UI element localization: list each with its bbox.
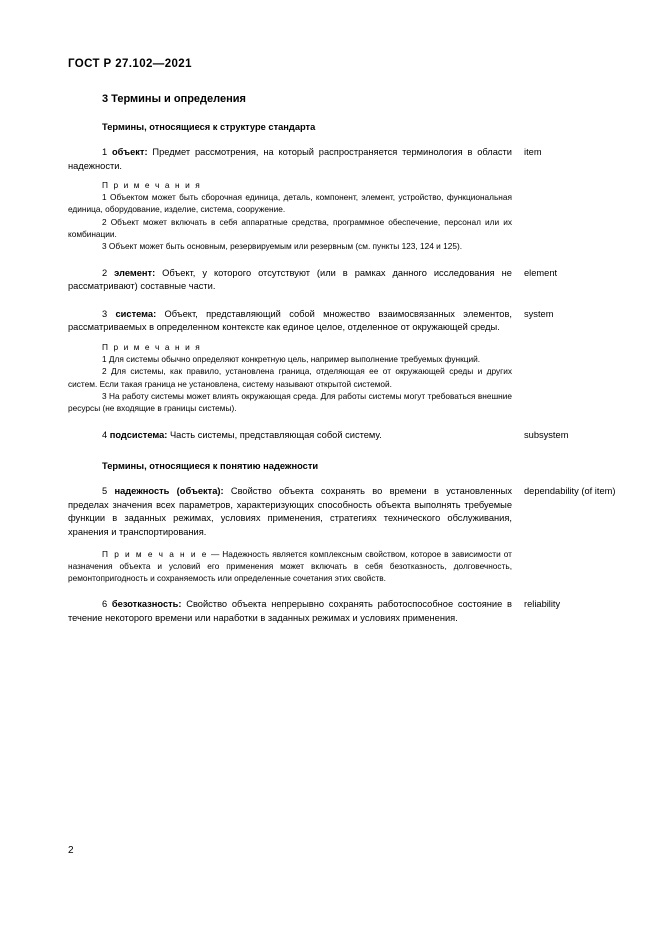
term-entry — [68, 308, 598, 415]
term-english: dependability (of item) — [524, 486, 616, 497]
section-title: 3 Термины и определения — [102, 93, 246, 105]
term-entry — [68, 429, 598, 443]
term-note-single: П р и м е ч а н и е — Надежность является комплексным свойством, которое в зависимости от назначения объекта и условий его применения может включать в себя безотказность, долговечность, ремонтопригодность и сохраняемость или определенные сочетания этих свойств. — [68, 548, 512, 584]
term-text: Объект, у которого отсутствуют (или в рамках данного исследования не рассматривают) составные части. — [68, 267, 512, 292]
term-english: subsystem — [524, 429, 569, 440]
term-notes — [68, 180, 512, 252]
term-entry — [68, 267, 598, 294]
term-text: Часть системы, представляющая собой систему. — [167, 429, 382, 440]
term-number: 3 — [102, 308, 108, 319]
note-label: П р и м е ч а н и е — [102, 548, 208, 559]
page-number: 2 — [68, 845, 74, 856]
term-english: reliability — [524, 599, 561, 610]
term-number: 4 — [102, 429, 108, 440]
term-english: system — [524, 308, 554, 319]
term-definition — [68, 146, 512, 173]
term-english: element — [524, 267, 558, 278]
page-header: ГОСТ Р 27.102—2021 — [68, 58, 192, 70]
note-item: 2 Для системы, как правило, установлена граница, отделяющая ее от окружающей среды и других систем. Если такая граница не установлена, систему называют открытой системой. — [68, 366, 512, 389]
term-name: подсистема: — [109, 429, 168, 440]
term-entry — [68, 598, 598, 625]
term-entry — [68, 146, 598, 253]
term-name: безотказность: — [111, 599, 182, 610]
term-definition — [68, 429, 512, 443]
subsection-title-structure: Термины, относящиеся к структуре стандарта — [102, 122, 316, 132]
term-notes — [68, 342, 512, 414]
note-item: 3 На работу системы может влиять окружающая среда. Для работы системы могут требоваться внешние ресурсы (не входящие в границы системы). — [68, 390, 512, 414]
term-definition — [68, 485, 512, 539]
term-number: 6 — [102, 599, 108, 610]
notes-label: П р и м е ч а н и я — [102, 180, 202, 191]
term-name: надежность (объекта): — [114, 486, 224, 497]
term-number: 2 — [102, 267, 108, 278]
term-name: объект: — [112, 147, 148, 157]
note-item: 2 Объект может включать в себя аппаратные средства, программное обеспечение, персонал или их комбинации. — [68, 216, 512, 240]
term-text: Предмет рассмотрения, на который распространяется терминология в области надежности. — [68, 147, 512, 171]
term-entry — [68, 485, 616, 584]
term-name: система: — [115, 308, 157, 319]
note-item: 3 Объект может быть основным, резервируемым или резервным (см. пункты 123, 124 и 125). — [102, 241, 463, 252]
term-definition — [68, 267, 512, 294]
page-content — [68, 88, 616, 626]
term-number: 5 — [102, 486, 108, 497]
term-definition — [68, 598, 512, 625]
term-text: Объект, представляющий собой множество взаимосвязанных элементов, рассматриваемых в определенном контексте как единое целое, отделенное от окружающей среды. — [68, 308, 512, 333]
term-text: Свойство объекта сохранять во времени в установленных пределах значения всех параметров, характеризующих способность объекта выполнять требуемые функции в заданных режимах, условиях применения, стратегиях технического обслуживания, хранения и транспортирования. — [68, 486, 512, 537]
term-name: элемент: — [114, 267, 156, 278]
note-item: 1 Объектом может быть сборочная единица, деталь, компонент, элемент, устройство, функциональная единица, оборудование, изделие, система, сооружение. — [68, 192, 512, 215]
term-english: item — [524, 147, 542, 157]
note-item: 1 Для системы обычно определяют конкретную цель, например выполнение требуемых функций. — [102, 354, 481, 365]
subsection-title-dependability: Термины, относящиеся к понятию надежности — [102, 461, 319, 472]
term-text: Свойство объекта непрерывно сохранять работоспособное состояние в течение некоторого времени или наработки в заданных режимах и условиях применения. — [68, 599, 512, 623]
notes-label: П р и м е ч а н и я — [102, 342, 202, 353]
note-text: Надежность является комплексным свойством, которое в зависимости от назначения объекта и условий его применения может включать в себя безотказность, долговечность, ремонтопригодность и сохраняемость или определенные сочетания этих свойств. — [68, 548, 512, 584]
term-number: 1 — [102, 147, 108, 157]
term-definition — [68, 308, 512, 335]
